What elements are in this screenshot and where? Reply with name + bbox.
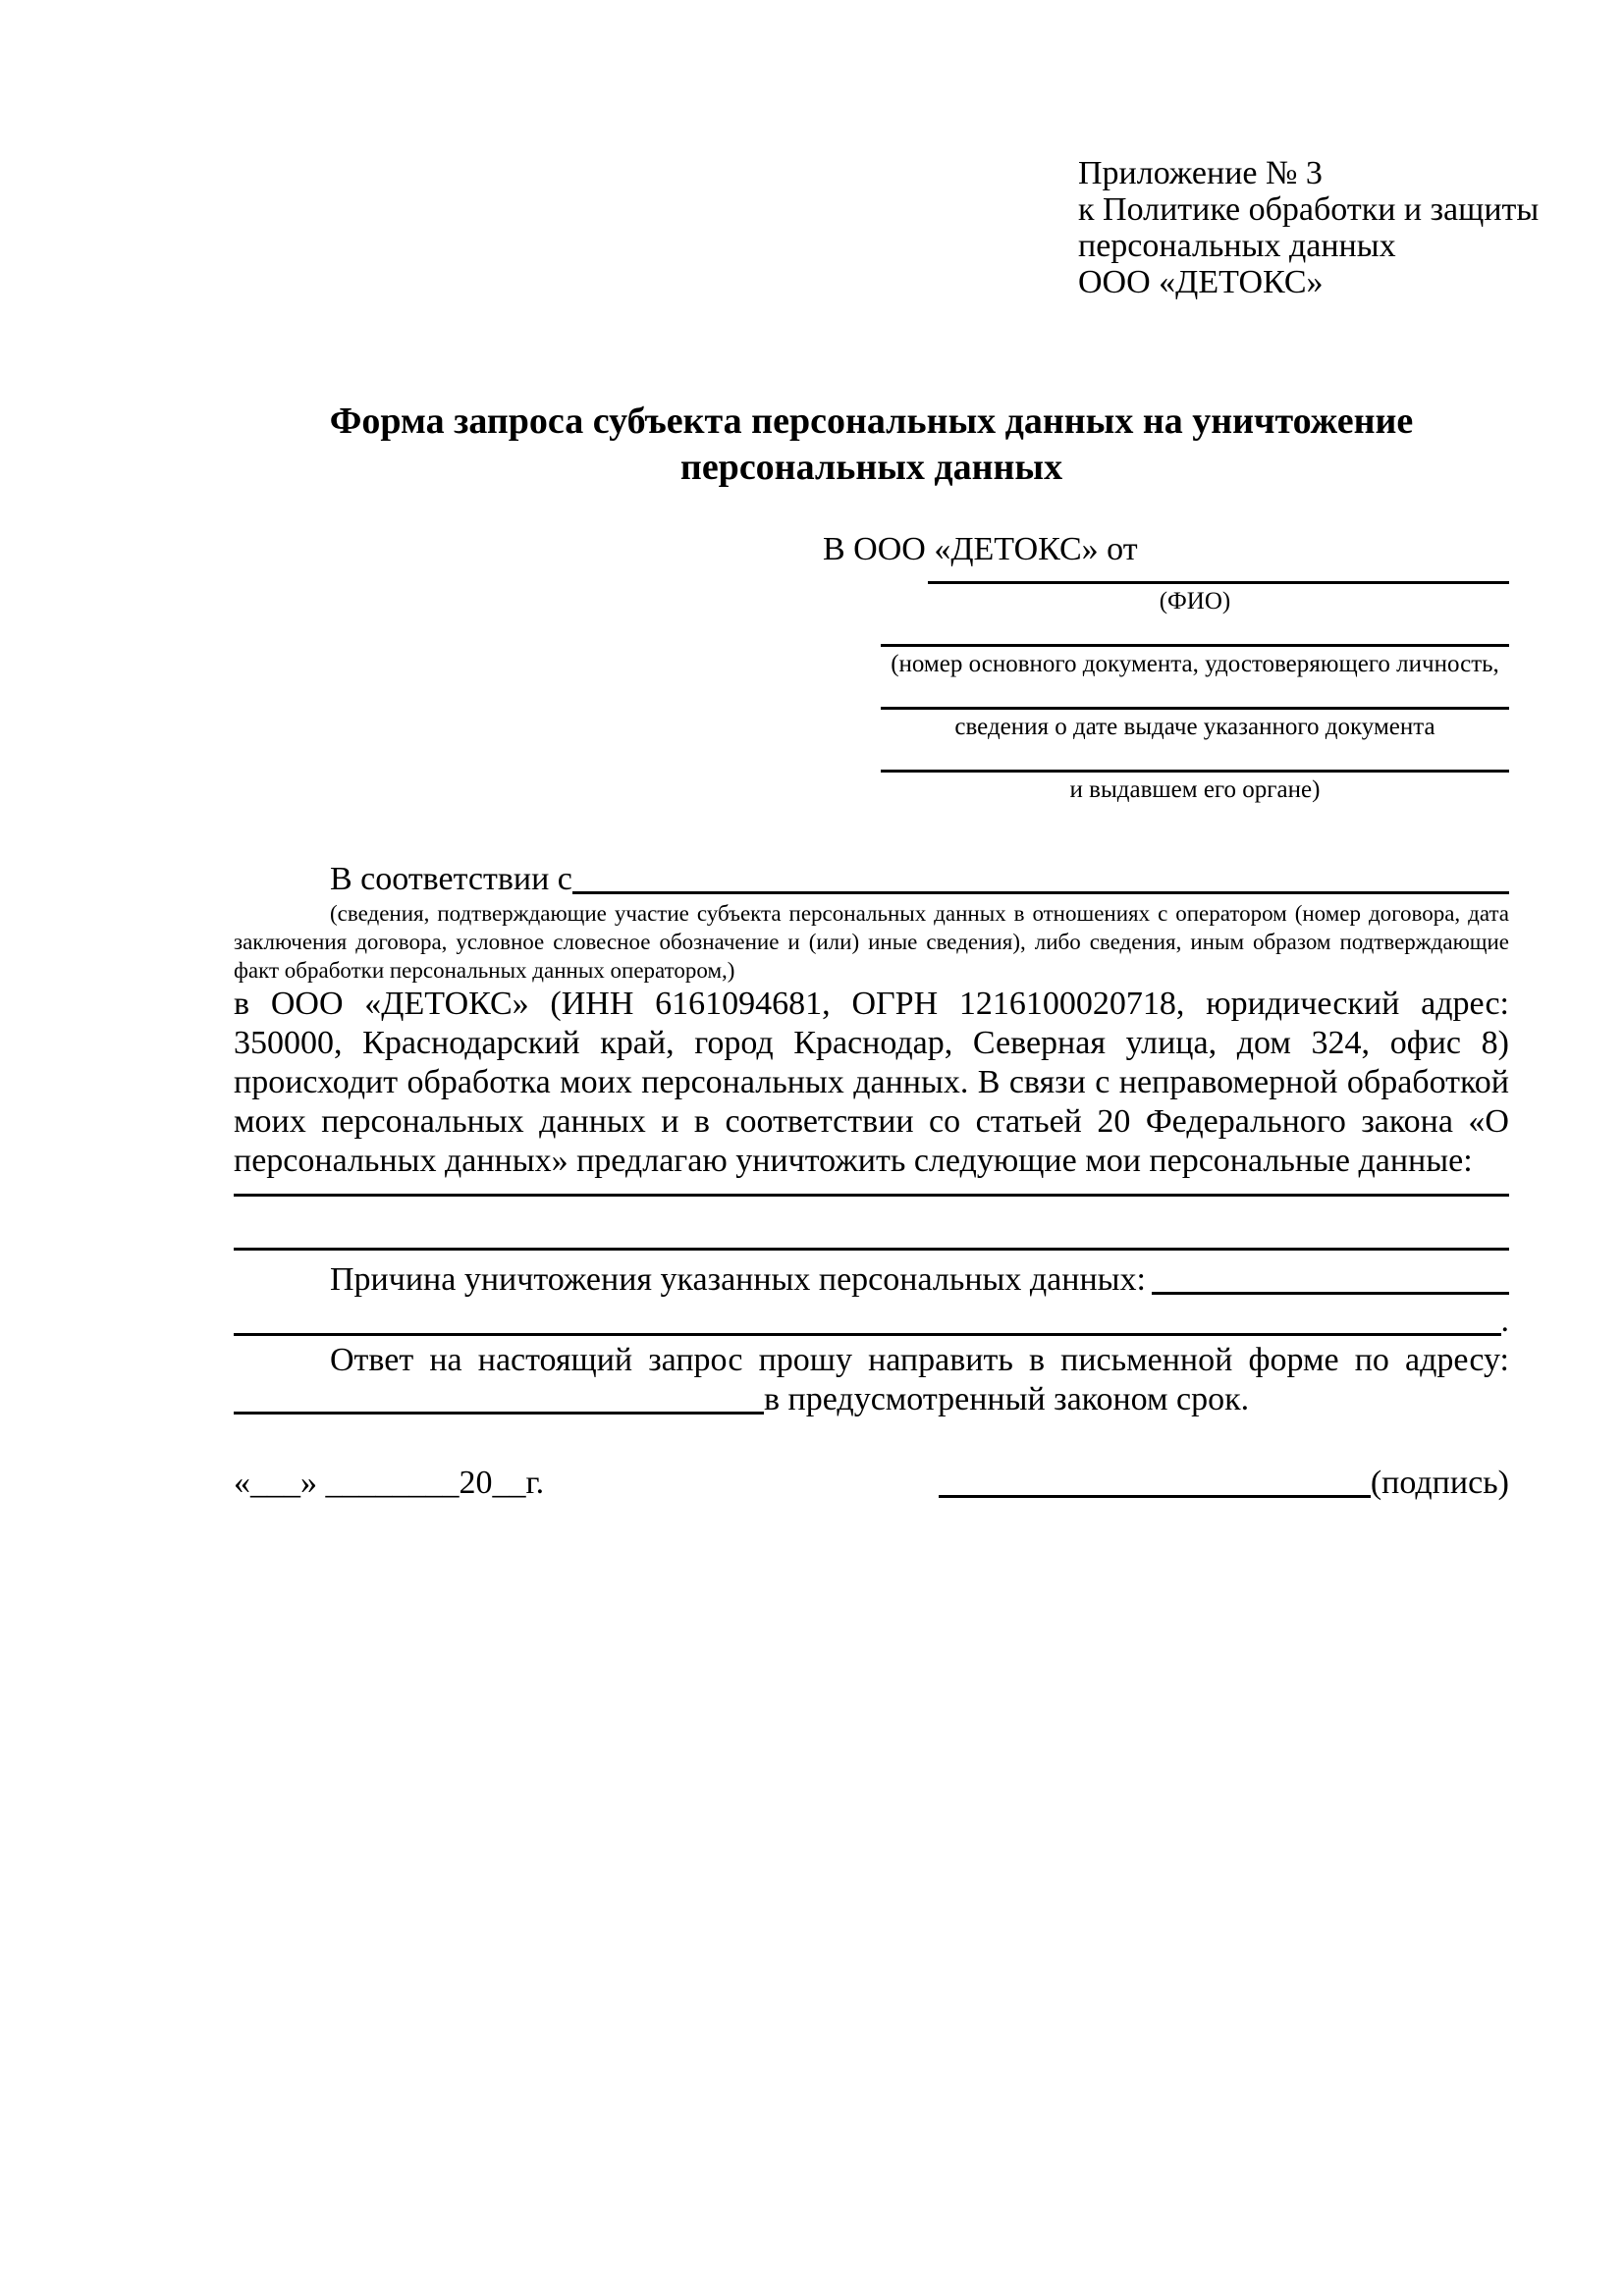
reason-row: [234, 1260, 1509, 1300]
fio-field: [881, 581, 1509, 616]
issue-date-field: [881, 707, 1509, 742]
signature-caption: (подпись): [1370, 1465, 1509, 1501]
fio-field-caption: (ФИО): [1159, 588, 1231, 614]
accordance-note: (сведения, подтверждающие участие субъекта персональных данных в отношениях с оператором (номер договора, дата заключения договора, условное словесное обозначение и (или) иные сведения), либо сведения, иным образом подтверждающие факт обработки персональных данных оператором,): [234, 901, 1509, 983]
appendix-header-block: [1078, 155, 1540, 300]
accordance-blank-line: [572, 891, 1509, 894]
address-blank-line: [234, 1412, 764, 1415]
personal-data-blank-line-1: [234, 1181, 1509, 1197]
address-row: [234, 1380, 1509, 1419]
issue-date-field-caption: сведения о дате выдаче указанного документа: [954, 714, 1435, 740]
date-signature-row: [234, 1463, 1509, 1504]
personal-data-blank-line-2: [234, 1197, 1509, 1251]
answer-tail: в предусмотренный законом срок.: [764, 1381, 1250, 1417]
accordance-row: [234, 860, 1509, 899]
document-number-field-caption: (номер основного документа, удостоверяющего личность,: [891, 651, 1499, 677]
addressee-line: В ООО «ДЕТОКС» от: [823, 531, 1138, 567]
signature-group: [939, 1463, 1509, 1504]
signature-blank-line: [939, 1495, 1371, 1498]
reason-label: Причина уничтожения указанных персональных данных:: [330, 1261, 1146, 1298]
document-number-field: [881, 644, 1509, 679]
document-title: Форма запроса субъекта персональных данных на уничтожение персональных данных: [329, 400, 1414, 488]
appendix-line-2: к Политике обработки и защиты: [1078, 191, 1540, 228]
reason-continuation-row: [234, 1300, 1509, 1341]
request-body-paragraph: в ООО «ДЕТОКС» (ИНН 6161094681, ОГРН 1216100020718, юридический адрес: 350000, Краснодарский край, город Краснодар, Северная улица, дом 324, офис 8) происходит обработка моих персональных данных. В связи с неправомерной обработкой моих персональных данных и в соответствии со статьей 20 Федерального закона «О персональных данных» предлагаю уничтожить следующие мои персональные данные:: [234, 986, 1509, 1179]
appendix-line-4: ООО «ДЕТОКС»: [1078, 264, 1324, 300]
issuing-authority-field-caption: и выдавшем его органе): [1069, 776, 1321, 803]
period-mark: .: [1500, 1303, 1509, 1339]
appendix-line-3: персональных данных: [1078, 228, 1396, 264]
reason-blank-line-2: [234, 1333, 1501, 1336]
answer-sentence: Ответ на настоящий запрос прошу направить в письменной форме по адресу:: [330, 1342, 1509, 1378]
appendix-line-1: Приложение № 3: [1078, 155, 1323, 191]
reason-blank-line: [1152, 1292, 1509, 1295]
addressee-fields: [881, 581, 1509, 805]
accordance-lead: В соответствии с: [330, 861, 572, 897]
date-line: «___» ________20__г.: [234, 1465, 545, 1501]
issuing-authority-field: [881, 770, 1509, 805]
